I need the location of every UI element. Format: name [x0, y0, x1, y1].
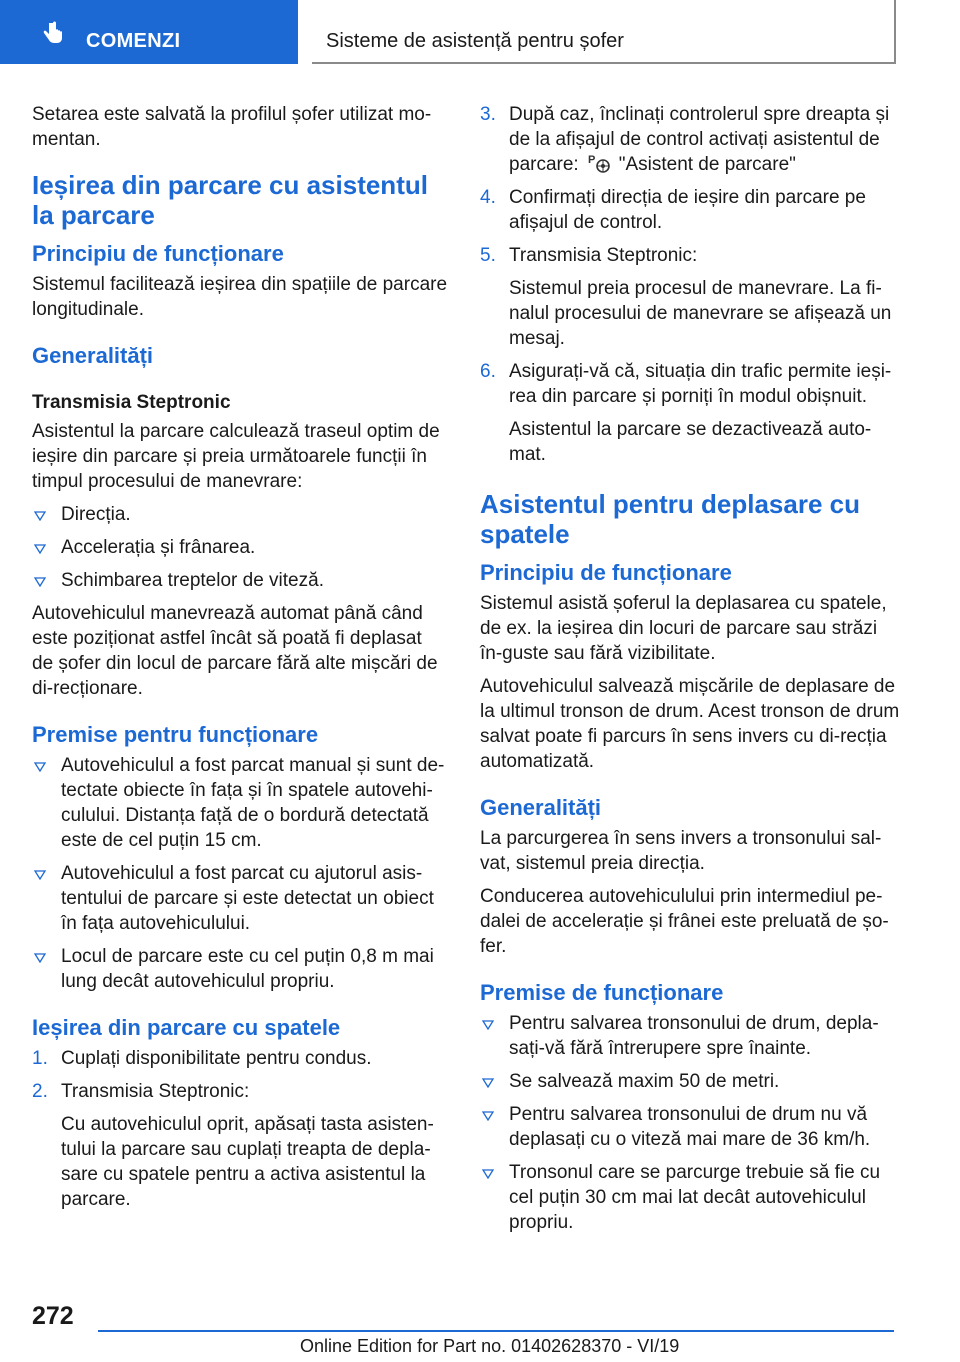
- general-text: Asistentul la parcare calculează traseul optim de ieșire din parcare și preia următoarele funcții în timpul procesului de manevrare:: [32, 421, 440, 492]
- bullet-triangle-icon: [34, 762, 46, 771]
- list-item: Pentru salvarea tronsonului de drum nu vă deplasați cu o viteză mai mare de 36 km/h.: [480, 1102, 900, 1152]
- bullet-triangle-icon: [34, 544, 46, 553]
- list-item: Se salvează maxim 50 de metri.: [480, 1069, 900, 1094]
- bullet-triangle-icon: [482, 1111, 494, 1120]
- parking-assistant-icon: [587, 152, 613, 174]
- general-bullet-list: [32, 502, 448, 593]
- bullet-triangle-icon: [482, 1078, 494, 1087]
- bullet-triangle-icon: [34, 577, 46, 586]
- list-item: 3. După caz, înclinați controlerul spre dreapta și de la afișajul de control activați asistentul de parcare: P "Asistent de parcare": [480, 104, 890, 175]
- premise-bullet-list-right: [480, 1011, 900, 1235]
- header-tab-label: COMENZI: [86, 30, 181, 52]
- step-number: 1.: [32, 1048, 48, 1069]
- heading-general-right: Generalități: [480, 795, 602, 820]
- list-item: 6. Asigurați-vă că, situația din trafic permite ieși-rea din parcare și porniți în modul obișnuit. Asistentul la parcare se dezactivează auto-mat.: [480, 361, 892, 465]
- header-tab[interactable]: [0, 0, 298, 64]
- heading-steptronic: Transmisia Steptronic: [32, 392, 231, 413]
- right-column: [480, 102, 900, 1243]
- step-number: 5.: [480, 245, 496, 266]
- heading-premises: Premise pentru funcționare: [32, 722, 319, 747]
- heading-principle-right: Principiu de funcționare: [480, 560, 732, 585]
- left-column: [32, 102, 448, 1220]
- list-item: Autovehiculul a fost parcat manual și sunt de-tectate obiecte în fața și în spatele autovehi-culului. Distanța față de o bordură detectată este de cel puțin 15 cm.: [32, 753, 448, 853]
- svg-text:P: P: [587, 154, 596, 166]
- list-item: Pentru salvarea tronsonului de drum, depla-sați-vă fără întrerupere spre înainte.: [480, 1011, 900, 1061]
- step-number: 3.: [480, 104, 496, 125]
- bullet-triangle-icon: [34, 953, 46, 962]
- bullet-triangle-icon: [34, 511, 46, 520]
- list-item: Autovehiculul a fost parcat cu ajutorul asis-tentului de parcare și este detectat un obiect în fața autovehiculului.: [32, 861, 448, 936]
- bullet-triangle-icon: [482, 1020, 494, 1029]
- touch-hand-icon: [40, 20, 66, 46]
- heading-general: Generalități: [32, 343, 154, 368]
- list-item: Schimbarea treptelor de viteză.: [32, 568, 448, 593]
- heading-reverse-exit: Ieșirea din parcare cu spatele: [32, 1015, 341, 1040]
- section-title: Sisteme de asistență pentru șofer: [326, 30, 624, 52]
- bullet-triangle-icon: [482, 1169, 494, 1178]
- exit-steps-list: [480, 102, 900, 467]
- principle-text-2: Autovehiculul salvează mișcările de deplasare de la ultimul tronson de drum. Acest tronson de drum salvat poate fi parcurs în sens invers cu di-recția automatizată.: [480, 676, 900, 772]
- list-item: 5. Transmisia Steptronic: Sistemul preia procesul de manevrare. La fi-nalul procesului de manevrare se afișează un mesaj.: [480, 245, 892, 349]
- list-item: 1. Cuplați disponibilitate pentru condus.: [32, 1048, 372, 1069]
- footer-edition: Online Edition for Part no. 01402628370 - VI/19: [300, 1336, 680, 1356]
- footer-divider: [98, 1330, 894, 1332]
- page-number: 272: [32, 1302, 74, 1330]
- principle-text: Sistemul facilitează ieșirea din spațiile de parcare longitudinale.: [32, 274, 448, 320]
- reverse-steps-list: [32, 1046, 448, 1212]
- step-number: 6.: [480, 361, 496, 382]
- list-item: 4. Confirmați direcția de ieșire din parcare pe afișajul de control.: [480, 187, 866, 233]
- step-number: 2.: [32, 1081, 48, 1102]
- heading-principle: Principiu de funcționare: [32, 241, 284, 266]
- general-text-right-2: Conducerea autovehiculului prin intermediul pe-dalei de accelerație și frânei este preluată de șo-fer.: [480, 886, 889, 957]
- heading-premises-right: Premise de funcționare: [480, 980, 724, 1005]
- intro-text: Setarea este salvată la profilul șofer utilizat mo-mentan.: [32, 104, 432, 150]
- premise-bullet-list: [32, 753, 448, 994]
- list-item: 2. Transmisia Steptronic: Cu autovehiculul oprit, apăsați tasta asisten-tului la parcare sau cuplați treapta de depla-sare cu spatele pentru a activa asistentul la parcare.: [32, 1081, 434, 1210]
- list-item: Accelerația și frânarea.: [32, 535, 448, 560]
- principle-text-1: Sistemul asistă șoferul la deplasarea cu spatele, de ex. la ieșirea din locuri de parcare sau străzi în-guste sau fără vizibilitate.: [480, 593, 887, 664]
- step-number: 4.: [480, 187, 496, 208]
- list-item: Locul de parcare este cu cel puțin 0,8 m mai lung decât autovehiculul propriu.: [32, 944, 448, 994]
- general-text-right-1: La parcurgerea în sens invers a tronsonului sal-vat, sistemul preia direcția.: [480, 828, 882, 874]
- heading-reverse-assistant: Asistentul pentru deplasare cu spatele: [480, 489, 860, 549]
- general-text-2: Autovehiculul manevrează automat până când este poziționat astfel încât să poată fi deplasat de șofer din locul de parcare fără alte mișcări de di-recționare.: [32, 603, 438, 699]
- bullet-triangle-icon: [34, 870, 46, 879]
- heading-exit-parking: Ieșirea din parcare cu asistentul la parcare: [32, 170, 428, 230]
- list-item: Direcția.: [32, 502, 448, 527]
- list-item: Tronsonul care se parcurge trebuie să fie cu cel puțin 30 cm mai lat decât autovehiculul propriu.: [480, 1160, 900, 1235]
